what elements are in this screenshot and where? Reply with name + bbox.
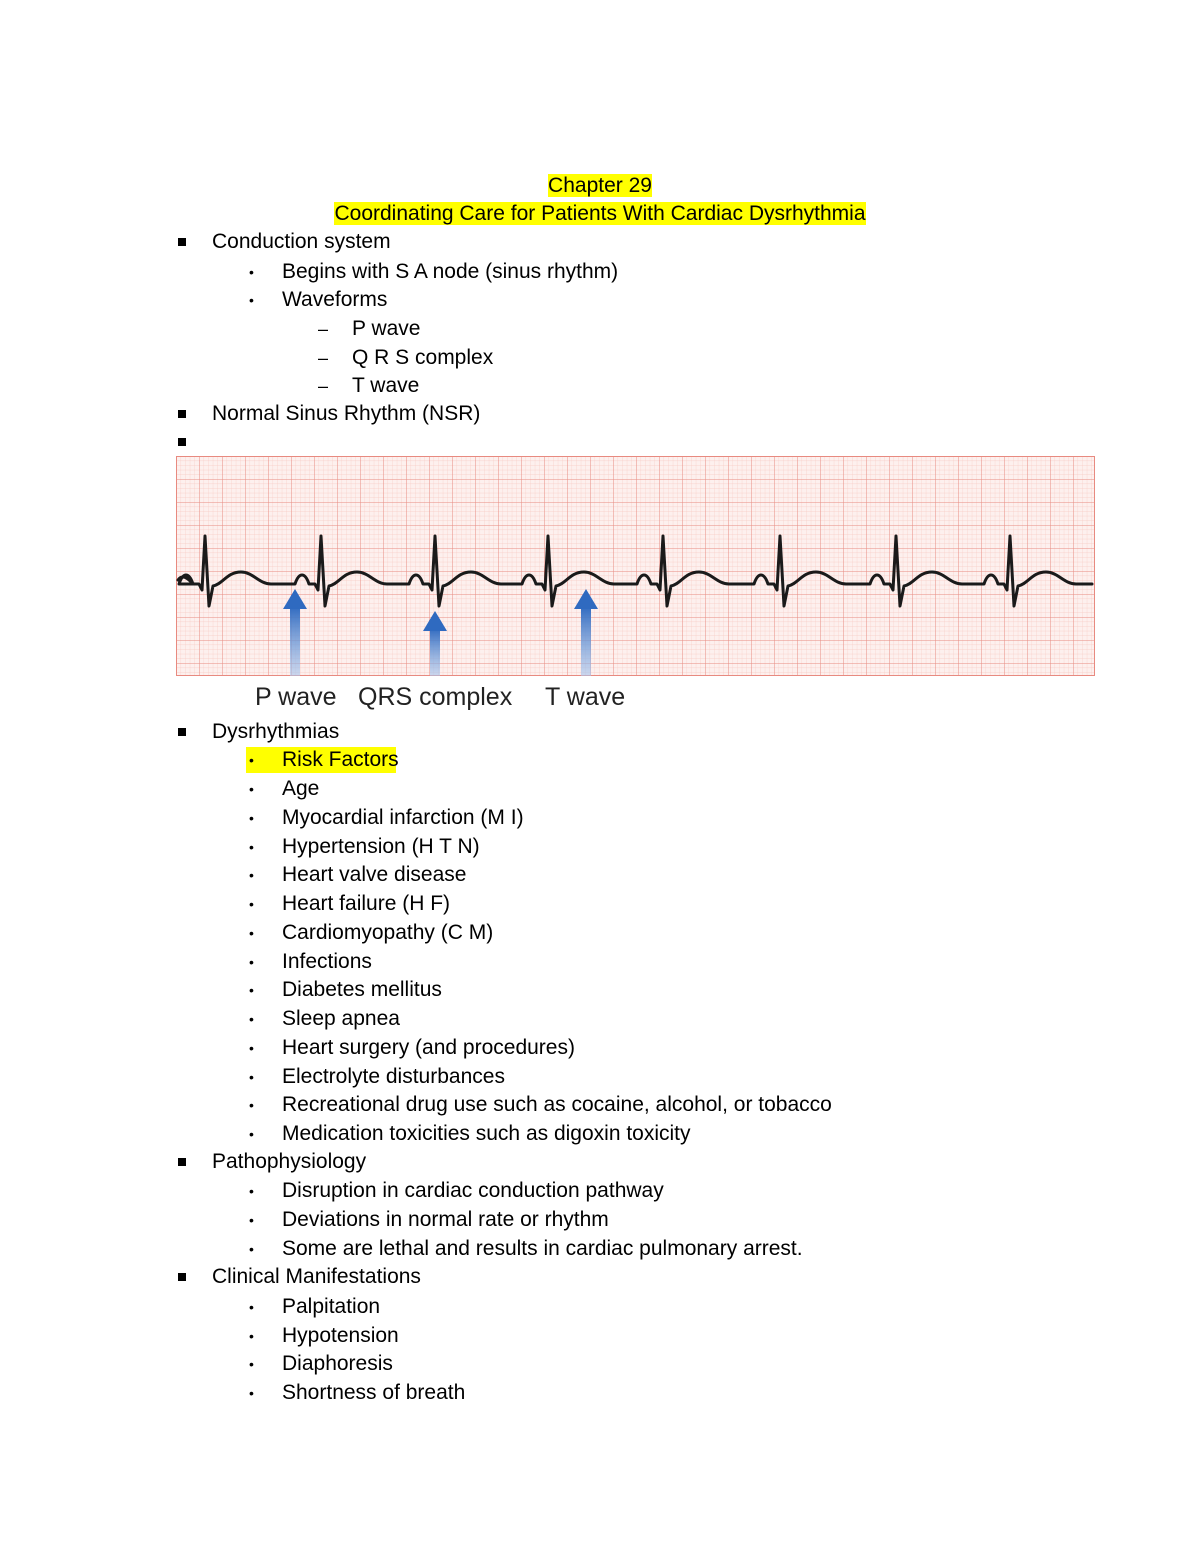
list-item: Deviations in normal rate or rhythm: [282, 1208, 609, 1231]
section-conduction-system: Conduction system: [212, 230, 391, 253]
list-item: Sleep apnea: [282, 1007, 400, 1030]
dot-bullet-icon: •: [249, 1356, 254, 1373]
dot-bullet-icon: •: [249, 1183, 254, 1199]
dot-bullet-icon: •: [249, 953, 254, 970]
dot-bullet-icon: •: [249, 1097, 254, 1114]
dot-bullet-icon: •: [249, 1126, 254, 1142]
list-item: Disruption in cardiac conduction pathway: [282, 1179, 664, 1202]
chapter-title-text: Coordinating Care for Patients With Cardiac Dysrhythmia: [334, 202, 866, 225]
list-item: Hypertension (H T N): [282, 834, 480, 858]
list-item: Q R S complex: [352, 346, 494, 369]
list-item: Cardiomyopathy (C M): [282, 920, 494, 944]
dot-bullet-icon: •: [249, 1011, 254, 1027]
dot-bullet-icon: •: [249, 982, 254, 999]
list-item: Hypotension: [282, 1323, 399, 1347]
list-item: Diaphoresis: [282, 1352, 393, 1376]
caption-t-wave: T wave: [545, 683, 626, 711]
dot-bullet-icon: •: [249, 809, 254, 826]
list-item: Age: [282, 777, 320, 800]
risk-factors-header: Risk Factors: [282, 748, 399, 771]
list-item: Medication toxicities such as digoxin toxicity: [282, 1122, 691, 1145]
dot-bullet-icon: •: [249, 292, 254, 308]
dash-bullet-icon: –: [318, 319, 329, 339]
dot-bullet-icon: •: [249, 1299, 254, 1315]
dot-bullet-icon: •: [249, 924, 254, 941]
list-item: Some are lethal and results in cardiac pulmonary arrest.: [282, 1237, 803, 1260]
dot-bullet-icon: •: [249, 781, 254, 797]
dot-bullet-icon: •: [249, 264, 254, 280]
list-item: Begins with S A node (sinus rhythm): [282, 260, 619, 283]
list-item: Heart valve disease: [282, 863, 467, 887]
square-bullet-icon: [178, 1158, 186, 1166]
section-pathophysiology: Pathophysiology: [212, 1150, 367, 1173]
list-item: Heart surgery (and procedures): [282, 1035, 575, 1059]
list-item: Diabetes mellitus: [282, 978, 442, 1002]
section-normal-sinus-rhythm: Normal Sinus Rhythm (NSR): [212, 402, 481, 425]
list-item: T wave: [352, 374, 420, 397]
dot-bullet-icon: •: [249, 1039, 254, 1056]
dash-bullet-icon: –: [318, 348, 329, 368]
caption-p-wave: P wave: [255, 683, 337, 711]
chapter-title: [0, 201, 1200, 227]
list-item: Myocardial infarction (M I): [282, 805, 524, 829]
list-item: Recreational drug use such as cocaine, alcohol, or tobacco: [282, 1093, 832, 1117]
chapter-number: [0, 173, 1200, 199]
list-item: Palpitation: [282, 1295, 381, 1318]
list-item: Shortness of breath: [282, 1381, 466, 1405]
dot-bullet-icon: •: [249, 838, 254, 855]
list-item: Electrolyte disturbances: [282, 1064, 505, 1088]
list-item: Waveforms: [282, 288, 388, 311]
dot-bullet-icon: •: [249, 1241, 254, 1257]
dot-bullet-icon: •: [249, 1327, 254, 1344]
chapter-number-text: Chapter 29: [548, 174, 652, 197]
square-bullet-icon: [178, 438, 186, 446]
dot-bullet-icon: •: [249, 1212, 254, 1228]
dot-bullet-icon: •: [249, 1068, 254, 1085]
list-item: P wave: [352, 317, 421, 340]
section-clinical-manifestations: Clinical Manifestations: [212, 1265, 421, 1288]
dot-bullet-icon: •: [249, 867, 254, 884]
list-item: Heart failure (H F): [282, 892, 451, 915]
ecg-grid: [176, 456, 1095, 676]
square-bullet-icon: [178, 238, 186, 246]
ecg-strip-figure: [176, 456, 1095, 676]
dot-bullet-icon: •: [249, 752, 254, 768]
dot-bullet-icon: •: [249, 1385, 254, 1402]
list-item: Infections: [282, 949, 372, 973]
square-bullet-icon: [178, 410, 186, 418]
dash-bullet-icon: –: [318, 376, 329, 396]
section-dysrhythmias: Dysrhythmias: [212, 720, 340, 743]
caption-qrs-complex: QRS complex: [358, 683, 513, 711]
square-bullet-icon: [178, 728, 186, 736]
dot-bullet-icon: •: [249, 896, 254, 912]
square-bullet-icon: [178, 1273, 186, 1281]
